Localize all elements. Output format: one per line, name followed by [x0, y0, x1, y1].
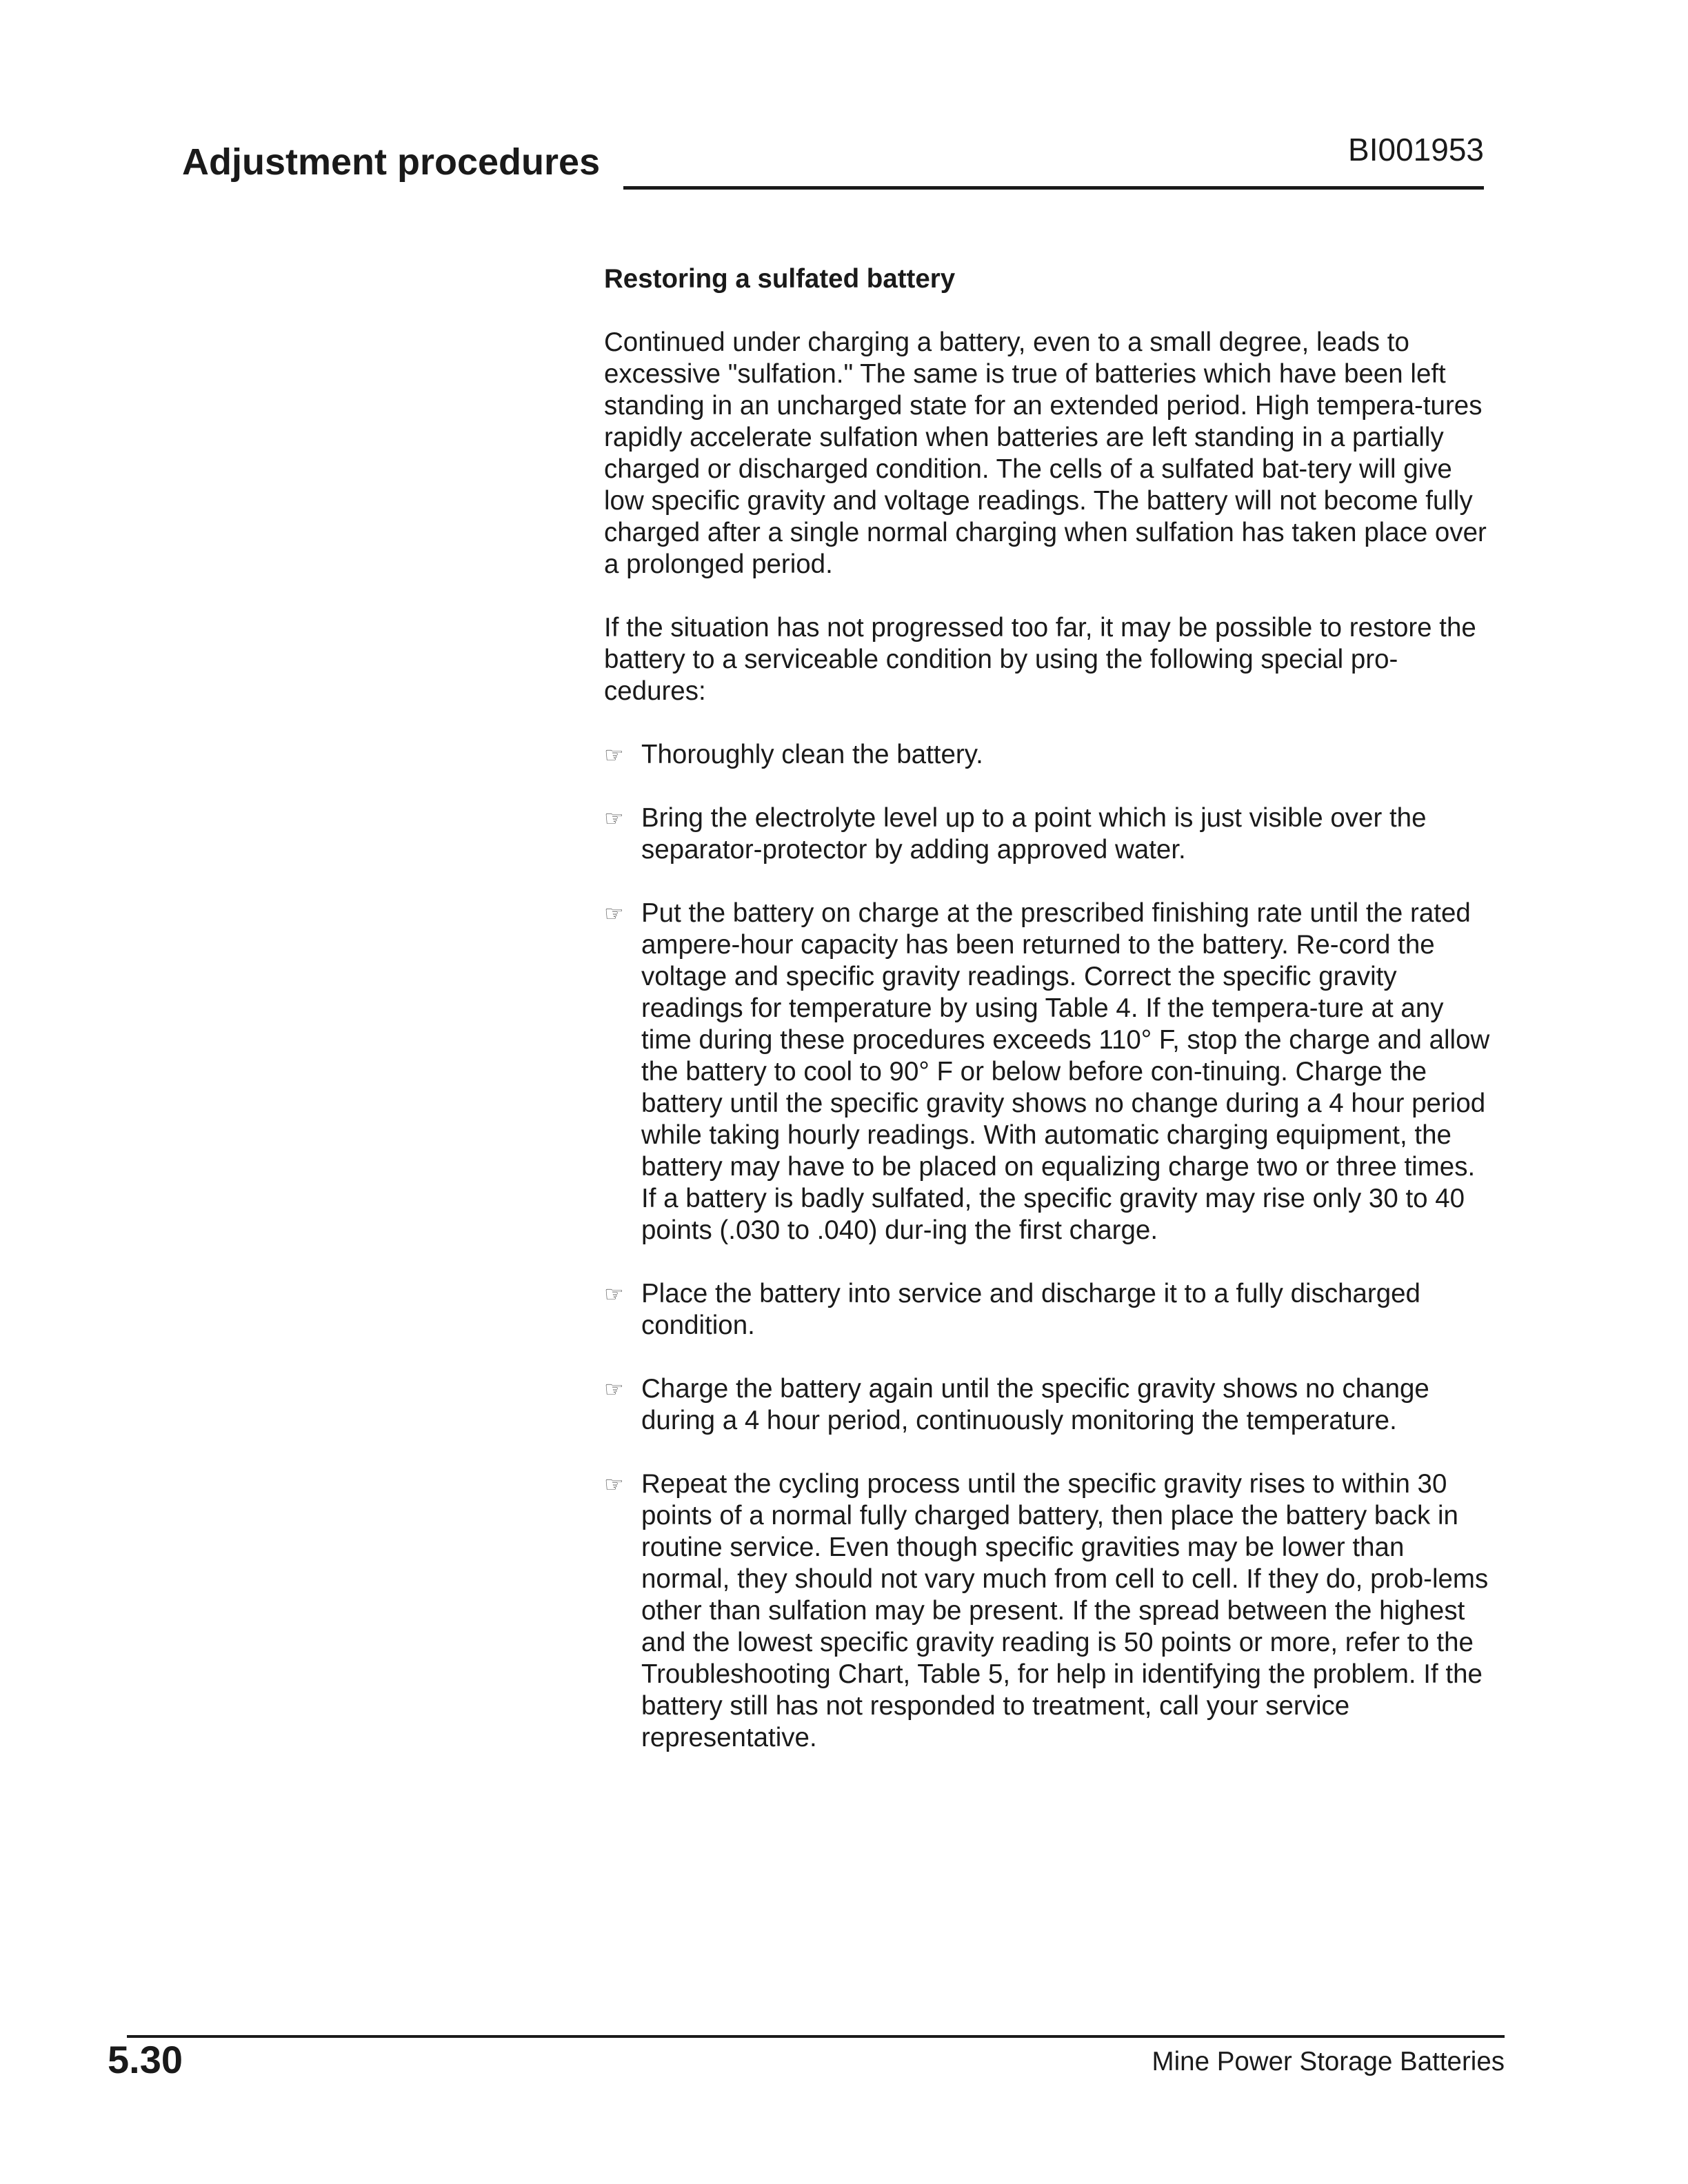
main-content: [604, 263, 1494, 1786]
pointing-hand-icon: ☞: [604, 1376, 624, 1402]
footer-title: Mine Power Storage Batteries: [1152, 2047, 1505, 2076]
list-item: [604, 739, 1494, 771]
paragraph: Continued under charging a battery, even to a small degree, leads to excessive "sulfation." The same is true of batteries which have been left standing in an uncharged state for an extended period. High tempera-tures rapidly accelerate sulfation when batteries are left standing in a partially charged or discharged condition. The cells of a sulfated bat-tery will give low specific gravity and voltage readings. The battery will not become fully charged after a single normal charging when sulfation has taken place over a prolonged period.: [604, 327, 1487, 579]
pointing-hand-icon: ☞: [604, 900, 624, 927]
list-item: [604, 898, 1494, 1246]
pointing-hand-icon: ☞: [604, 742, 624, 768]
list-item-text: Charge the battery again until the specific gravity shows no change during a 4 hour period, continuously monitoring the temperature.: [641, 1374, 1429, 1435]
footer-rule: [127, 2035, 1505, 2038]
list-item-text: Repeat the cycling process until the specific gravity rises to within 30 points of a normal fully charged battery, then place the battery back in routine service. Even though specific gravities may be lower than normal, they should not vary much from cell to cell. If they do, prob-lems other than sulfation may be present. If the spread between the highest and the lowest specific gravity reading is 50 points or more, refer to the Troubleshooting Chart, Table 5, for help in identifying the problem. If the battery still has not responded to treatment, call your service representative.: [641, 1469, 1489, 1752]
header-rule: [623, 186, 1484, 190]
pointing-hand-icon: ☞: [604, 1471, 624, 1497]
list-item: [604, 1468, 1494, 1754]
list-item: [604, 1278, 1494, 1342]
list-item-text: Put the battery on charge at the prescribed finishing rate until the rated ampere-hour capacity has been returned to the battery. Re-cord the voltage and specific gravity readings. Correct the specific gravity readings for temperature by using Table 4. If the tempera-ture at any time during these procedures exceeds 110° F, stop the charge and allow the battery to cool to 90° F or below before con-tinuing. Charge the battery until the specific gravity shows no change during a 4 hour period while taking hourly readings. With automatic charging equipment, the battery may have to be placed on equalizing charge two or three times. If a battery is badly sulfated, the specific gravity may rise only 30 to 40 points (.030 to .040) dur-ing the first charge.: [641, 898, 1490, 1245]
section-heading: Restoring a sulfated battery: [604, 264, 956, 294]
list-item-text: Place the battery into service and discharge it to a fully discharged condition.: [641, 1279, 1420, 1340]
procedure-list: [604, 739, 1494, 1754]
list-item-text: Bring the electrolyte level up to a point which is just visible over the separator-protector by adding approved water.: [641, 803, 1427, 865]
page-number: 5.30: [108, 2038, 183, 2081]
document-code: BI001953: [1348, 132, 1484, 168]
list-item: [604, 802, 1494, 866]
list-item-text: Thoroughly clean the battery.: [641, 740, 983, 769]
paragraph: If the situation has not progressed too far, it may be possible to restore the battery to a serviceable condition by using the following special pro-cedures:: [604, 613, 1476, 706]
pointing-hand-icon: ☞: [604, 1281, 624, 1307]
pointing-hand-icon: ☞: [604, 805, 624, 831]
page-title: Adjustment procedures: [182, 141, 601, 183]
list-item: [604, 1373, 1494, 1437]
